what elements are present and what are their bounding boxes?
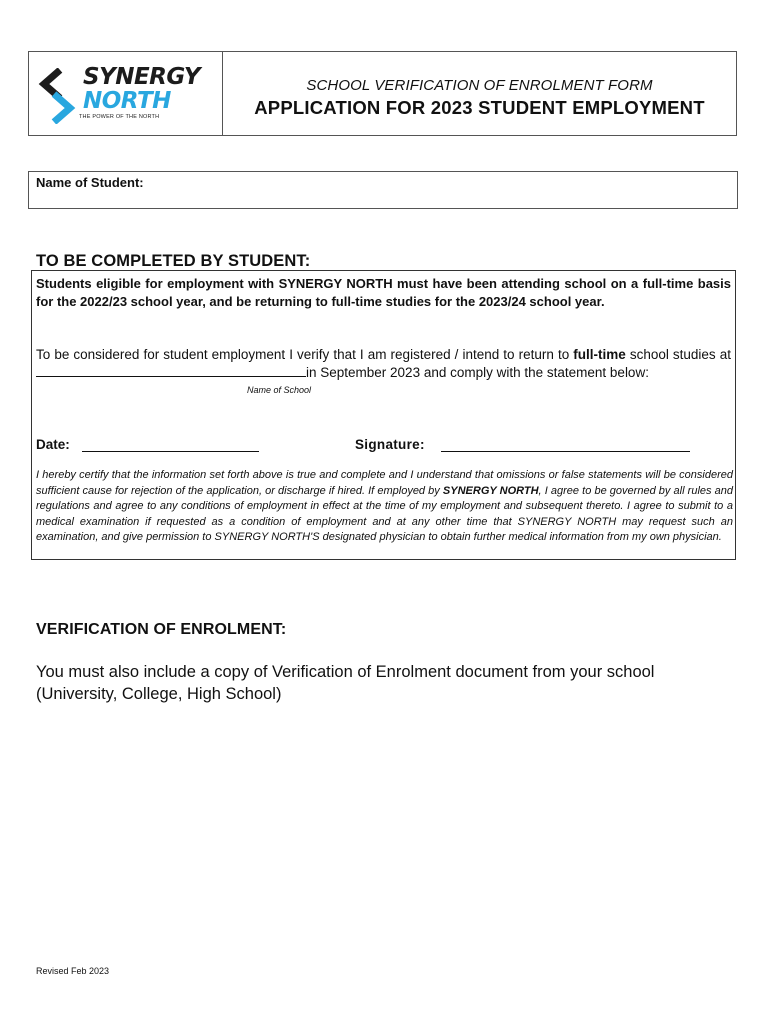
verify-text-bold: full-time	[573, 347, 626, 362]
application-title: APPLICATION FOR 2023 STUDENT EMPLOYMENT	[254, 97, 705, 118]
student-name-field[interactable]	[28, 171, 738, 209]
logo-word-north: NORTH	[83, 88, 171, 114]
certification-statement	[36, 468, 733, 546]
verification-heading: VERIFICATION OF ENROLMENT:	[36, 621, 287, 638]
verification-body: You must also include a copy of Verification of Enrolment document from your school (University, College, High School)	[36, 663, 655, 703]
date-field[interactable]	[82, 451, 259, 452]
verify-text-2: school studies at	[625, 347, 731, 362]
certify-text-2: , I agree to be governed by all rules and regulations and agree to any conditions of employment in effect at the time of my employment and subsequent thereto. I agree to submit to a medical examination if requested as a condition of employment and at any other time that SYNERGY NORTH may request such an examination, and give permission to SYNERGY NORTH'S designated physician to obtain further medical information from my own physician.	[36, 484, 733, 543]
certify-text-bold: SYNERGY NORTH	[442, 484, 539, 497]
verify-statement	[36, 346, 731, 382]
logo-tagline: THE POWER OF THE NORTH	[79, 114, 160, 120]
school-name-field[interactable]	[36, 364, 306, 377]
signature-field[interactable]	[441, 451, 690, 452]
date-label: Date:	[36, 437, 70, 452]
verify-text-1: To be considered for student employment I verify that I am registered / intend to return to	[36, 347, 574, 362]
revision-footer: Revised Feb 2023	[36, 966, 110, 976]
student-section-heading: TO BE COMPLETED BY STUDENT:	[36, 252, 311, 270]
synergy-north-logo-icon	[38, 68, 78, 124]
verify-text-3: in September 2023 and comply with the statement below:	[306, 365, 649, 380]
certify-text-1: I hereby certify that the information set forth above is true and complete and I understand that omissions or false statements will be considered sufficient cause for rejection of the application, or discharge if hired. If employed by	[36, 469, 733, 497]
logo-word-synergy: SYNERGY	[83, 64, 200, 90]
signature-label: Signature:	[355, 437, 425, 452]
school-name-caption: Name of School	[247, 385, 312, 395]
form-header	[28, 51, 737, 136]
student-name-label: Name of Student:	[36, 175, 144, 190]
title-cell	[223, 52, 736, 135]
form-title: SCHOOL VERIFICATION OF ENROLMENT FORM	[306, 77, 653, 94]
student-section-box	[31, 270, 736, 560]
logo-cell	[29, 52, 223, 135]
eligibility-statement: Students eligible for employment with SYNERGY NORTH must have been attending school on a full-time basis for the 2022/23 school year, and be returning to full-time studies for the 2023/24 school year.	[36, 276, 731, 309]
